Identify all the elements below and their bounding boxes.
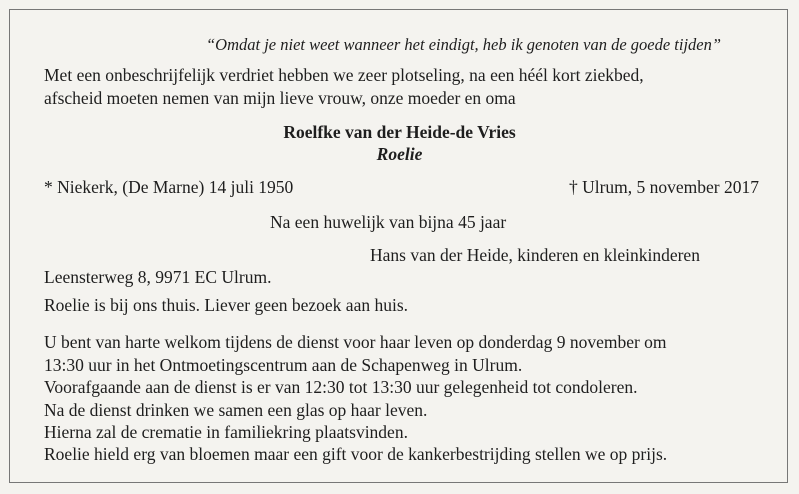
family-signature: Hans van der Heide, kinderen en kleinkinderen — [370, 245, 700, 265]
intro-text-line-1: Met een onbeschrijfelijk verdriet hebben we zeer plotseling, na een héél kort ziekbed, — [44, 65, 644, 85]
deceased-nickname: Roelie — [376, 144, 423, 164]
condolence-info: Voorafgaande aan de dienst is er van 12:30 tot 13:30 uur gelegenheid tot condoleren. — [44, 377, 638, 397]
family-address: Leensterweg 8, 9971 EC Ulrum. — [44, 267, 272, 287]
birth-details: * Niekerk, (De Marne) 14 juli 1950 — [44, 177, 294, 197]
marriage-line: Na een huwelijk van bijna 45 jaar — [270, 212, 507, 232]
death-details: † Ulrum, 5 november 2017 — [568, 177, 759, 197]
service-info-line-2: 13:30 uur in het Ontmoetingscentrum aan de Schapenweg in Ulrum. — [44, 355, 523, 375]
drinks-info: Na de dienst drinken we samen een glas op haar leven. — [44, 400, 428, 420]
service-info-line-1: U bent van harte welkom tijdens de dienst voor haar leven op donderdag 9 november om — [44, 332, 667, 352]
flowers-gift-note: Roelie hield erg van bloemen maar een gift voor de kankerbestrijding stellen we op prijs. — [44, 444, 668, 464]
opening-quote: “Omdat je niet weet wanneer het eindigt, heb ik genoten van de goede tijden” — [206, 35, 722, 54]
intro-text-line-2: afscheid moeten nemen van mijn lieve vrouw, onze moeder en oma — [44, 88, 516, 108]
deceased-full-name: Roelfke van der Heide-de Vries — [283, 122, 516, 142]
cremation-info: Hierna zal de crematie in familiekring plaatsvinden. — [44, 422, 408, 442]
at-home-note: Roelie is bij ons thuis. Liever geen bezoek aan huis. — [44, 295, 409, 315]
